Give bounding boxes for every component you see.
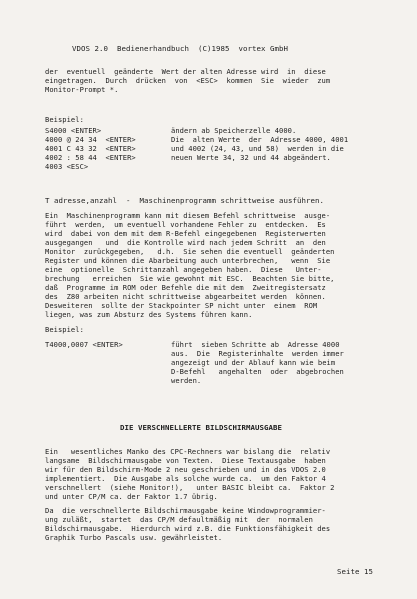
example-label-1: Beispiel: [45, 115, 84, 124]
paragraph-1: Ein wesentliches Manko des CPC-Rechners war bislang die relativ langsame Bildschirmausgabe von Texten. Diese Textausgabe haben wir für den Bildschirm-Mode 2 neu geschrieben und in das VDOS 2.0 implementiert. Die Ausgabe als solche wurde ca. um den Faktor 4 verschnellert (siehe Monitor!), unter BASIC bleibt ca. Faktor 2 und unter CP/M ca. der Faktor 1.7 übrig. [45, 447, 335, 501]
section-title-t-command: T adresse,anzahl - Maschinenprogramm schrittweise ausführen. [45, 196, 324, 205]
page-number: Seite 15 [337, 567, 373, 576]
chapter-heading: DIE VERSCHNELLERTE BILDSCHIRMAUSGABE [120, 423, 282, 432]
intro-paragraph: der eventuell geänderte Wert der alten Adresse wird in diese eingetragen. Durch drücken von <ESC> kommen Sie wieder zum Monitor-Prompt *. [45, 67, 331, 94]
example1-explanation: ändern ab Speicherzelle 4000. Die alten Werte der Adresse 4000, 4001 und 4002 (24, 43, und 58) werden in die neuen Werte 34, 32 und 44 abgeändert. [171, 126, 349, 162]
paragraph-2: Da die verschnellerte Bildschirmausgabe keine Windowprogrammier- ung zuläßt, startet das CP/M defaultmäßig mit der normalen Bildschirmausgabe. Hierdurch wird z.B. die Funktionsfähigkeit des Graphik Turbo Pascals usw. gewährleistet. [45, 506, 331, 542]
example-label-2: Beispiel: [45, 325, 84, 334]
section-body: Ein Maschinenprogramm kann mit diesem Befehl schrittweise ausge- führt werden, um eventuell vorhandene Fehler zu entdecken. Es wird dabei von dem mit dem R-Befehl eingegebenen Registerwerten ausgegangen und die Kontrolle wird nach jedem Schritt an den Monitor zurückgegeben, d.h. Sie sehen die eventuell geänderten Register und können die Abarbeitung auch unterbrechen, wenn Sie eine optionelle Schrittanzahl angegeben haben. Diese Unter- brechung erreichen Sie wie gewohnt mit ESC. Beachten Sie bitte, daß Programme im ROM oder Befehle die mit dem Zweitregistersatz des Z80 arbeiten nicht schrittweise abgearbeitet werden können. Desweiteren sollte der Stackpointer SP nicht unter einem ROM liegen, was zum Absturz des Systems führen kann. [45, 211, 335, 319]
example1-commands: S4000 <ENTER> 4000 @ 24 34 <ENTER> 4001 C 43 32 <ENTER> 4002 : 58 44 <ENTER> 4003 <ESC> [45, 126, 136, 171]
example2-command: T4000,0007 <ENTER> [45, 340, 123, 349]
page-header: VDOS 2.0 Bedienerhandbuch (C)1985 vortex GmbH [72, 44, 288, 53]
example2-explanation: führt sieben Schritte ab Adresse 4000 aus. Die Registerinhalte werden immer angezeigt und der Ablauf kann wie beim D-Befehl angehalten oder abgebrochen werden. [171, 340, 344, 385]
